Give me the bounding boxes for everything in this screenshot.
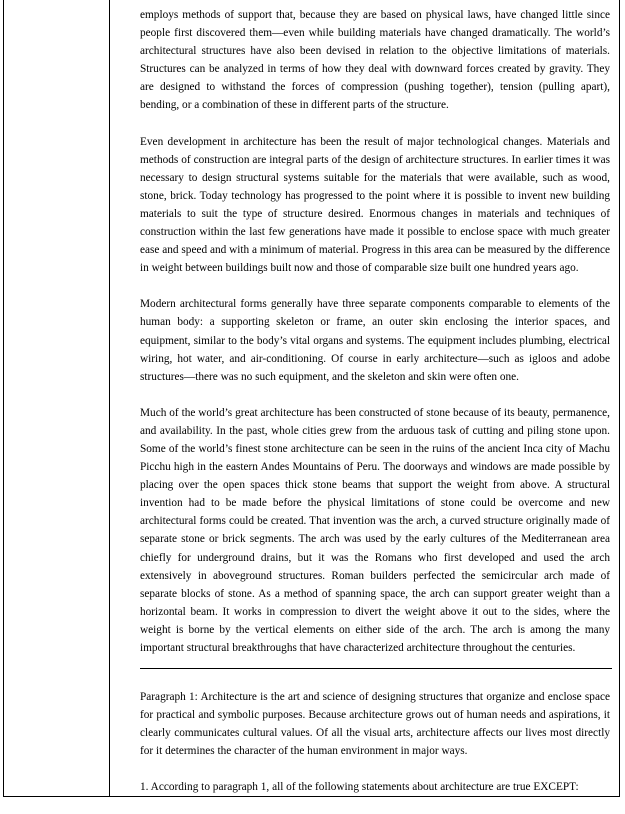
- question-prompt: 1. According to paragraph 1, all of the following statements about architecture are true EXCEPT:: [140, 781, 579, 794]
- passage-paragraph-2: Even development in architecture has been the result of major technological changes. Materials and methods of construction are integral parts of the design of architecture structures. In earlier times it was necessary to design structural systems suitable for the materials that were available, such as wood, stone, brick. Today technology has progressed to the point where it is possible to invent new building materials to suit the type of structure desired. Enormous changes in materials and techniques of construction within the last few generations have made it possible to enclose space with much greater ease and speed and with a minimum of material. Progress in this area can be measured by the difference in weight between buildings built now and those of comparable size built one hundred years ago.: [140, 135, 610, 275]
- column-divider: [109, 0, 110, 797]
- section-divider: [140, 668, 612, 669]
- passage-paragraph-4: Much of the world’s great architecture has been constructed of stone because of its beauty, permanence, and availability. In the past, whole cities grew from the arduous task of cutting and piling stone upon. Some of the world’s finest stone architecture can be seen in the ruins of the ancient Inca city of Machu Picchu high in the eastern Andes Mountains of Peru. The doorways and windows are made possible by placing over the open spaces thick stone beams that support the weight from above. A structural invention had to be made before the physical limitations of stone could be overcome and new architectural forms could be created. That invention was the arch, a curved structure originally made of separate stone or brick segments. The arch was used by the early cultures of the Mediterranean area chiefly for underground drains, but it was the Romans who first developed and used the arch extensively in aboveground structures. Roman builders perfected the semicircular arch made of separate blocks of stone. As a method of spanning space, the arch can support greater weight than a horizontal beam. It works in compression to divert the weight above it out to the sides, where the weight is borne by the vertical elements on either side of the arch. The arch is among the many important structural breakthroughs that have characterized architecture throughout the centuries.: [140, 406, 610, 654]
- passage-paragraph-3: Modern architectural forms generally have three separate components comparable to elements of the human body: a supporting skeleton or frame, an outer skin enclosing the interior spaces, and equipment, similar to the body’s vital organs and systems. The equipment includes plumbing, electrical wiring, hot water, and air-conditioning. Of course in early architecture—such as igloos and adobe structures—there was no such equipment, and the skeleton and skin were often one.: [140, 298, 610, 383]
- reading-passage: [140, 6, 610, 661]
- passage-paragraph-1: employs methods of support that, because they are based on physical laws, have changed little since people first discovered them—even while building materials have changed dramatically. The world’s architectural structures have also been devised in relation to the objective limitations of materials. Structures can be analyzed in terms of how they deal with downward forces created by gravity. They are designed to withstand the forces of compression (pushing together), tension (pulling apart), bending, or a combination of these in different parts of the structure.: [140, 9, 610, 112]
- question-block: [140, 688, 610, 814]
- paragraph-excerpt: Paragraph 1: Architecture is the art and science of designing structures that organize and enclose space for practical and symbolic purposes. Because architecture grows out of human needs and aspirations, it clearly communicates cultural values. Of all the visual arts, architecture affects our lives most directly for it determines the character of the human environment in major ways.: [140, 691, 610, 758]
